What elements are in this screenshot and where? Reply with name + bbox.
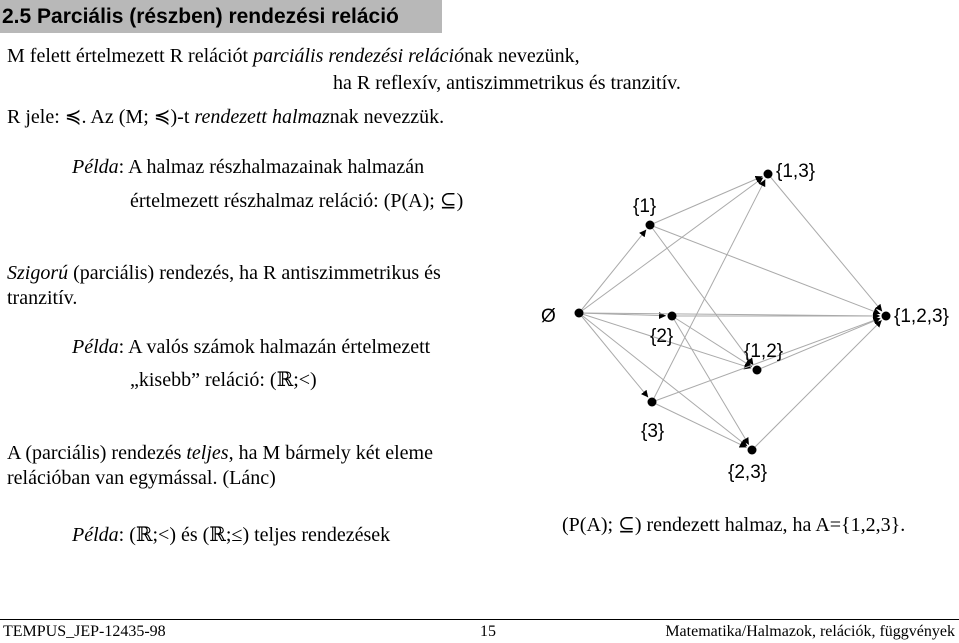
term-ordered-set: rendezett halmaz — [194, 106, 330, 128]
node-label-s1: {1} — [633, 196, 657, 217]
node-s13 — [764, 170, 773, 179]
node-empty — [575, 309, 584, 318]
precedes-symbol: ≼ — [64, 106, 82, 128]
node-s123 — [882, 312, 891, 321]
node-s23 — [748, 446, 757, 455]
edge-s1-s123 — [650, 225, 880, 314]
definition-text: . Az (M; — [81, 106, 154, 128]
term-strict: Szigorú — [7, 262, 69, 284]
node-label-s3: {3} — [641, 421, 665, 442]
total-text: , ha M bármely két eleme — [228, 442, 433, 464]
footer-left: TEMPUS_JEP-12435-98 — [3, 623, 166, 640]
edge-empty-s3 — [579, 313, 648, 397]
edge-s23-s123 — [752, 320, 882, 450]
strict-text: (parciális) rendezés, ha R antiszimmetrikus és — [68, 262, 441, 284]
term-total: teljes — [186, 442, 229, 464]
example-text: : A halmaz részhalmazainak halmazán — [118, 156, 425, 178]
node-s3 — [648, 398, 657, 407]
node-label-s123: {1,2,3} — [894, 306, 949, 327]
node-s1 — [646, 221, 655, 230]
footer-divider — [0, 619, 959, 620]
example-label: Példa — [72, 524, 119, 546]
example-1-line-2: értelmezett részhalmaz reláció: (P(A); ⊆) — [130, 190, 464, 212]
total-text: A (parciális) rendezés — [7, 442, 187, 464]
page-number: 15 — [480, 623, 496, 640]
example-text: : (ℝ;<) és (ℝ;≤) teljes rendezések — [118, 524, 391, 546]
definition-text: nak nevezzük. — [329, 106, 445, 128]
node-label-s12: {1,2} — [744, 341, 784, 362]
edge-s3-s13 — [652, 179, 765, 402]
diagram-caption: (P(A); ⊆) rendezett halmaz, ha A={1,2,3}. — [562, 514, 906, 536]
node-s12 — [753, 366, 762, 375]
definition-text: nak nevezünk, — [464, 45, 580, 67]
node-label-empty: Ø — [541, 306, 556, 327]
total-order-line-2: relációban van egymással. (Lánc) — [7, 467, 276, 489]
relation-edges — [579, 174, 882, 450]
example-label: Példa — [72, 156, 119, 178]
definition-text: )-t — [170, 106, 195, 128]
diagram-nodes — [541, 161, 949, 483]
example-text: : A valós számok halmazán értelmezett — [118, 336, 431, 358]
edge-s2-s12 — [672, 316, 752, 367]
edge-s13-s123 — [768, 174, 882, 311]
node-label-s23: {2,3} — [728, 462, 768, 483]
example-2-line-2: „kisebb” reláció: (ℝ;<) — [130, 369, 317, 391]
definition-text: M felett értelmezett R relációt — [7, 45, 253, 67]
definition-text: R jele: — [7, 106, 65, 128]
page-title: 2.5 Parciális (részben) rendezési reláció — [0, 0, 442, 33]
edge-empty-s13 — [579, 178, 763, 313]
precedes-symbol: ≼ — [153, 106, 171, 128]
term-partial-order: parciális rendezési reláció — [253, 45, 465, 67]
definition-line-2: ha R reflexív, antiszimmetrikus és tranzitív. — [333, 72, 681, 94]
node-label-s13: {1,3} — [776, 161, 816, 182]
example-label: Példa — [72, 336, 119, 358]
node-label-s2: {2} — [650, 326, 674, 347]
node-s2 — [668, 312, 677, 321]
footer-right: Matematika/Halmazok, relációk, függvények — [665, 623, 955, 640]
strict-order-line-2: tranzitív. — [7, 287, 78, 309]
